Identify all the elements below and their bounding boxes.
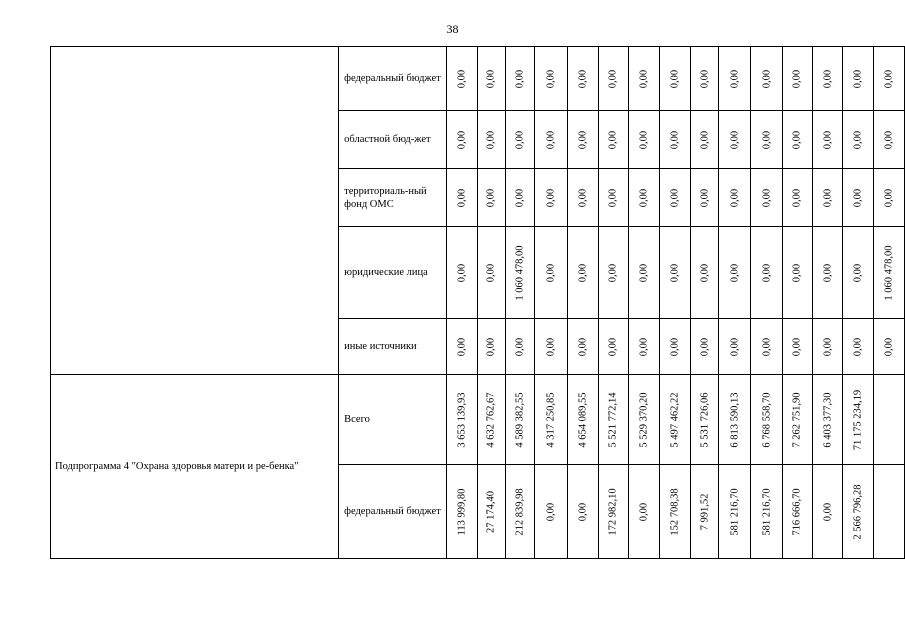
cell-value: 0,00: [456, 69, 468, 88]
cell-value: 0,00: [822, 188, 834, 207]
cell-value: 0,00: [607, 337, 619, 356]
cell-value: 0,00: [638, 130, 650, 149]
cell-value: 2 566 796,28: [852, 483, 864, 540]
cell-value: 5 497 462,22: [669, 391, 681, 448]
value-cell: [477, 319, 506, 375]
cell-value: 0,00: [791, 188, 803, 207]
value-cell: [812, 465, 843, 559]
value-cell: [719, 111, 751, 169]
cell-value: 0,00: [545, 263, 557, 282]
value-cell: [535, 227, 568, 319]
funding-source-cell: [339, 169, 447, 227]
value-cell: [874, 375, 905, 465]
funding-source: Всего: [344, 414, 370, 425]
cell-value: 0,00: [545, 502, 557, 521]
value-cell: [629, 319, 660, 375]
value-cell: [567, 375, 598, 465]
value-cell: [598, 111, 629, 169]
value-cell: [477, 375, 506, 465]
value-cell: [843, 375, 874, 465]
value-cell: [843, 47, 874, 111]
value-cell: [690, 111, 719, 169]
cell-value: 0,00: [577, 263, 589, 282]
cell-value: 0,00: [883, 337, 895, 356]
value-cell: [629, 169, 660, 227]
cell-value: 0,00: [729, 188, 741, 207]
program-name-cell: [51, 375, 339, 559]
cell-value: 0,00: [485, 263, 497, 282]
cell-value: 5 531 726,06: [699, 391, 711, 448]
cell-value: 0,00: [577, 337, 589, 356]
funding-source: юридические лица: [344, 267, 428, 278]
value-cell: [690, 465, 719, 559]
value-cell: [567, 169, 598, 227]
value-cell: [598, 227, 629, 319]
value-cell: [751, 227, 783, 319]
cell-value: 113 999,80: [456, 488, 468, 535]
cell-value: 6 768 558,70: [761, 391, 773, 448]
cell-value: 4 632 762,67: [485, 391, 497, 448]
value-cell: [567, 465, 598, 559]
value-cell: [629, 375, 660, 465]
value-cell: [874, 465, 905, 559]
cell-value: 0,00: [729, 263, 741, 282]
value-cell: [782, 169, 812, 227]
value-cell: [782, 47, 812, 111]
value-cell: [506, 319, 535, 375]
value-cell: [506, 227, 535, 319]
value-cell: [782, 111, 812, 169]
value-cell: [660, 465, 691, 559]
cell-value: 0,00: [669, 263, 681, 282]
cell-value: 0,00: [669, 188, 681, 207]
value-cell: [719, 169, 751, 227]
value-cell: [660, 47, 691, 111]
cell-value: 0,00: [669, 69, 681, 88]
cell-value: 0,00: [577, 188, 589, 207]
cell-value: 0,00: [822, 130, 834, 149]
cell-value: 7 262 751,90: [791, 391, 803, 448]
value-cell: [660, 227, 691, 319]
cell-value: 0,00: [729, 130, 741, 149]
table-row: [51, 375, 905, 465]
cell-value: 4 589 382,55: [514, 391, 526, 448]
value-cell: [629, 465, 660, 559]
page-number: 38: [446, 22, 459, 36]
value-cell: [477, 111, 506, 169]
value-cell: [446, 227, 477, 319]
cell-value: 1 060 478,00: [514, 244, 526, 301]
value-cell: [598, 465, 629, 559]
value-cell: [751, 169, 783, 227]
funding-source-cell: [339, 375, 447, 465]
value-cell: [446, 465, 477, 559]
value-cell: [660, 375, 691, 465]
cell-value: 0,00: [852, 263, 864, 282]
cell-value: 0,00: [514, 130, 526, 149]
funding-source-cell: [339, 465, 447, 559]
cell-value: 0,00: [699, 188, 711, 207]
cell-value: 5 521 772,14: [607, 391, 619, 448]
cell-value: 0,00: [514, 69, 526, 88]
funding-source-cell: [339, 319, 447, 375]
cell-value: 0,00: [456, 337, 468, 356]
value-cell: [719, 227, 751, 319]
value-cell: [874, 227, 905, 319]
cell-value: 0,00: [485, 188, 497, 207]
cell-value: 0,00: [514, 337, 526, 356]
cell-value: 0,00: [761, 130, 773, 149]
value-cell: [446, 319, 477, 375]
value-cell: [690, 47, 719, 111]
value-cell: [506, 465, 535, 559]
value-cell: [629, 47, 660, 111]
value-cell: [874, 47, 905, 111]
value-cell: [477, 465, 506, 559]
funding-source-cell: [339, 47, 447, 111]
value-cell: [719, 375, 751, 465]
cell-value: 0,00: [545, 188, 557, 207]
value-cell: [535, 111, 568, 169]
cell-value: 0,00: [791, 130, 803, 149]
value-cell: [567, 111, 598, 169]
cell-value: 0,00: [761, 337, 773, 356]
cell-value: 172 982,10: [607, 487, 619, 536]
value-cell: [446, 47, 477, 111]
value-cell: [690, 227, 719, 319]
program-name-cell: [51, 47, 339, 375]
cell-value: 0,00: [456, 130, 468, 149]
cell-value: 0,00: [761, 188, 773, 207]
value-cell: [812, 169, 843, 227]
value-cell: [567, 47, 598, 111]
cell-value: 0,00: [456, 188, 468, 207]
cell-value: 0,00: [485, 69, 497, 88]
cell-value: 0,00: [545, 130, 557, 149]
value-cell: [690, 169, 719, 227]
value-cell: [874, 111, 905, 169]
value-cell: [629, 227, 660, 319]
value-cell: [535, 47, 568, 111]
value-cell: [446, 111, 477, 169]
value-cell: [843, 465, 874, 559]
cell-value: 0,00: [822, 69, 834, 88]
value-cell: [477, 47, 506, 111]
program-name: Подпрограмма 4 "Охрана здоровья матери и ре-бенка": [55, 461, 299, 472]
cell-value: 0,00: [761, 263, 773, 282]
cell-value: 0,00: [638, 263, 650, 282]
value-cell: [751, 465, 783, 559]
cell-value: 0,00: [485, 130, 497, 149]
value-cell: [535, 465, 568, 559]
value-cell: [446, 169, 477, 227]
cell-value: 0,00: [638, 69, 650, 88]
cell-value: 0,00: [761, 69, 773, 88]
value-cell: [535, 375, 568, 465]
cell-value: 7 991,52: [699, 493, 711, 530]
cell-value: 0,00: [607, 188, 619, 207]
value-cell: [874, 169, 905, 227]
cell-value: 0,00: [638, 188, 650, 207]
cell-value: 0,00: [607, 263, 619, 282]
value-cell: [567, 319, 598, 375]
cell-value: 0,00: [607, 130, 619, 149]
cell-value: 0,00: [638, 502, 650, 521]
cell-value: 581 216,70: [761, 487, 773, 536]
cell-value: 0,00: [883, 69, 895, 88]
value-cell: [567, 227, 598, 319]
value-cell: [477, 227, 506, 319]
cell-value: 6 403 377,30: [822, 391, 834, 448]
value-cell: [782, 465, 812, 559]
value-cell: [782, 375, 812, 465]
cell-value: 0,00: [699, 337, 711, 356]
cell-value: 0,00: [791, 69, 803, 88]
value-cell: [598, 47, 629, 111]
cell-value: 581 216,70: [729, 487, 741, 536]
value-cell: [506, 111, 535, 169]
funding-source: федеральный бюджет: [344, 506, 441, 517]
cell-value: 5 529 370,20: [638, 391, 650, 448]
value-cell: [598, 169, 629, 227]
cell-value: 0,00: [577, 69, 589, 88]
value-cell: [477, 169, 506, 227]
cell-value: 3 653 139,93: [456, 391, 468, 448]
cell-value: 0,00: [456, 263, 468, 282]
cell-value: 0,00: [577, 502, 589, 521]
budget-table: [50, 46, 905, 559]
value-cell: [751, 47, 783, 111]
cell-value: 0,00: [638, 337, 650, 356]
cell-value: 0,00: [852, 69, 864, 88]
value-cell: [843, 169, 874, 227]
cell-value: 0,00: [577, 130, 589, 149]
cell-value: 0,00: [791, 263, 803, 282]
cell-value: 0,00: [822, 263, 834, 282]
value-cell: [751, 375, 783, 465]
funding-source: территориаль-ный фонд ОМС: [344, 185, 427, 210]
cell-value: 0,00: [669, 130, 681, 149]
cell-value: 152 708,38: [669, 487, 681, 536]
value-cell: [690, 375, 719, 465]
value-cell: [719, 465, 751, 559]
value-cell: [812, 47, 843, 111]
cell-value: 0,00: [669, 337, 681, 356]
cell-value: 0,00: [852, 188, 864, 207]
funding-source-cell: [339, 111, 447, 169]
cell-value: 0,00: [822, 502, 834, 521]
cell-value: 0,00: [545, 69, 557, 88]
value-cell: [812, 111, 843, 169]
cell-value: 212 839,98: [514, 487, 526, 536]
cell-value: 4 317 250,85: [545, 391, 557, 448]
funding-source: иные источники: [344, 341, 417, 352]
cell-value: 0,00: [729, 69, 741, 88]
cell-value: 0,00: [514, 188, 526, 207]
funding-source-cell: [339, 227, 447, 319]
cell-value: 4 654 089,55: [577, 391, 589, 448]
cell-value: 0,00: [607, 69, 619, 88]
cell-value: 0,00: [699, 263, 711, 282]
value-cell: [506, 47, 535, 111]
cell-value: 0,00: [883, 188, 895, 207]
cell-value: 0,00: [485, 337, 497, 356]
value-cell: [535, 169, 568, 227]
value-cell: [446, 375, 477, 465]
value-cell: [598, 319, 629, 375]
value-cell: [660, 319, 691, 375]
value-cell: [598, 375, 629, 465]
value-cell: [782, 319, 812, 375]
value-cell: [719, 319, 751, 375]
value-cell: [506, 375, 535, 465]
value-cell: [719, 47, 751, 111]
value-cell: [660, 169, 691, 227]
value-cell: [812, 319, 843, 375]
value-cell: [751, 319, 783, 375]
value-cell: [812, 375, 843, 465]
cell-value: 0,00: [699, 69, 711, 88]
value-cell: [782, 227, 812, 319]
value-cell: [874, 319, 905, 375]
value-cell: [843, 319, 874, 375]
cell-value: 0,00: [852, 337, 864, 356]
cell-value: 0,00: [699, 130, 711, 149]
cell-value: 0,00: [545, 337, 557, 356]
cell-value: 0,00: [729, 337, 741, 356]
cell-value: 27 174,40: [485, 490, 497, 533]
cell-value: 0,00: [791, 337, 803, 356]
value-cell: [843, 111, 874, 169]
cell-value: 6 813 590,13: [729, 391, 741, 448]
cell-value: 0,00: [883, 130, 895, 149]
cell-value: 716 666,70: [791, 487, 803, 536]
value-cell: [660, 111, 691, 169]
value-cell: [629, 111, 660, 169]
funding-source: федеральный бюджет: [344, 73, 441, 84]
value-cell: [751, 111, 783, 169]
cell-value: 71 175 234,19: [852, 389, 864, 450]
value-cell: [506, 169, 535, 227]
table-row: [51, 47, 905, 111]
cell-value: 0,00: [822, 337, 834, 356]
cell-value: 1 060 478,00: [883, 244, 895, 301]
value-cell: [690, 319, 719, 375]
value-cell: [812, 227, 843, 319]
value-cell: [843, 227, 874, 319]
funding-source: областной бюд-жет: [344, 134, 431, 145]
value-cell: [535, 319, 568, 375]
cell-value: 0,00: [852, 130, 864, 149]
